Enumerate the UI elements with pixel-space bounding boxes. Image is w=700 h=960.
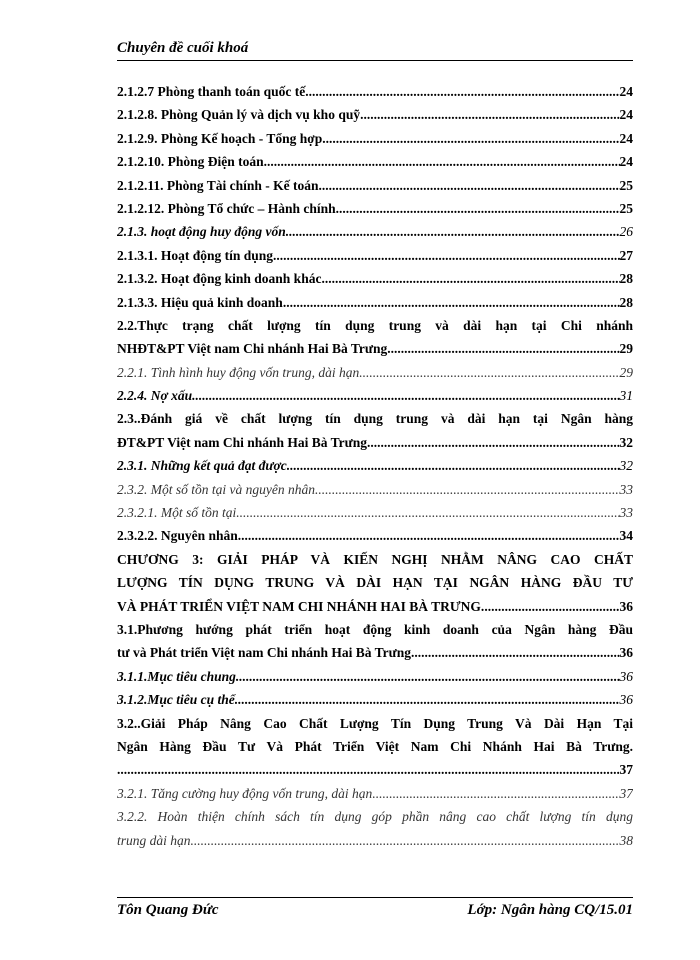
toc-entry (117, 524, 633, 547)
toc-page-number: 24 (619, 130, 633, 146)
toc-page-number: 24 (619, 84, 633, 99)
toc-dot-leader (236, 665, 620, 688)
header-title: Chuyên đề cuối khoá (117, 40, 249, 56)
page-header (117, 38, 633, 61)
toc-entry (117, 595, 633, 618)
toc-entry (117, 80, 633, 103)
toc-entry-title: trung dài hạn. (117, 832, 194, 848)
toc-entry-title: 2.1.2.12. Phòng Tổ chức – Hành chính (117, 200, 336, 216)
toc-page-number: 36 (619, 692, 633, 708)
toc-entry (117, 758, 633, 781)
toc-entry-title: 2.3.2.1. Một số tồn tại (117, 505, 237, 521)
toc-dot-leader (411, 641, 620, 664)
toc-dot-leader (372, 782, 619, 805)
toc-entry-title: 3.1.2.Mục tiêu cụ thể (117, 692, 235, 708)
toc-dot-leader (236, 501, 619, 524)
toc-page-number: 36 (619, 645, 633, 661)
toc-dot-leader (360, 103, 619, 126)
toc-entry-title: 2.3.2. Một số tồn tại và nguyên nhân (117, 481, 315, 497)
toc-entry (117, 454, 633, 477)
toc-page-number: 24 (619, 107, 633, 123)
table-of-contents (117, 80, 633, 852)
toc-page-number: 36 (619, 598, 633, 614)
toc-entry (117, 688, 633, 711)
toc-page-number: 32 (619, 434, 633, 450)
toc-entry: Ngân Hàng Đầu Tư Và Phát Triển Việt Nam Chi Nhánh Hai Bà Trưng. (117, 738, 633, 754)
toc-dot-leader (194, 829, 620, 852)
toc-entry (117, 829, 633, 852)
toc-page-number: 37 (619, 785, 633, 801)
toc-page-number: 28 (619, 271, 633, 287)
toc-page-number: 31 (619, 388, 633, 404)
toc-entry (117, 501, 633, 524)
toc-entry (117, 291, 633, 314)
toc-entry (117, 220, 633, 243)
toc-entry (117, 361, 633, 384)
toc-entry-title: 2.1.2.11. Phòng Tài chính - Kế toán (117, 177, 319, 193)
toc-entry (117, 127, 633, 150)
toc-entry-title: 2.1.2.10. Phòng Điện toán (117, 154, 264, 170)
toc-entry-title: 2.1.3.2. Hoạt động kinh doanh khác (117, 271, 322, 287)
toc-entry-title: 3.2.1. Tăng cường huy động vốn trung, dài hạn (117, 785, 373, 801)
toc-entry-title: 2.1.3.1. Hoạt động tín dụng (117, 247, 274, 263)
toc-dot-leader (283, 291, 620, 314)
toc-dot-leader (319, 174, 620, 197)
toc-dot-leader (484, 595, 619, 618)
page-footer (117, 897, 633, 919)
toc-entry (117, 782, 633, 805)
toc-page-number: 26 (619, 224, 633, 240)
toc-entry-title: 2.3.1. Những kết quả đạt được (117, 458, 287, 474)
toc-page-number: 36 (619, 668, 633, 684)
toc-page-number: 25 (619, 177, 633, 193)
toc-page-number: 28 (619, 294, 633, 310)
toc-entry (117, 478, 633, 501)
toc-entry-title: 2.1.2.7 Phòng thanh toán quốc tế (117, 84, 306, 99)
toc-entry (117, 103, 633, 126)
toc-entry (117, 267, 633, 290)
toc-entry-title: 2.1.2.8. Phòng Quản lý và dịch vụ kho quỹ (117, 107, 361, 123)
toc-entry-title: NHĐT&PT Việt nam Chi nhánh Hai Bà Trưng. (117, 341, 391, 357)
toc-dot-leader (391, 337, 620, 360)
toc-entry-title: ĐT&PT Việt nam Chi nhánh Hai Bà Trưng (117, 434, 368, 450)
toc-dot-leader (336, 197, 620, 220)
toc-entry-title: 2.1.3. hoạt động huy động vốn (117, 224, 286, 240)
toc-entry (117, 150, 633, 173)
toc-dot-leader (305, 80, 619, 103)
toc-dot-leader (321, 267, 619, 290)
toc-page-number: 24 (619, 154, 633, 170)
toc-page-number: 29 (619, 341, 633, 357)
toc-entry-title: 2.2.1. Tình hình huy động vốn trung, dài hạn (117, 364, 360, 380)
toc-entry (117, 641, 633, 664)
toc-dot-leader (315, 478, 620, 501)
toc-dot-leader (367, 431, 619, 454)
toc-entry: 3.2.2. Hoàn thiện chính sách tín dụng góp phần nâng cao chất lượng tín dụng (117, 809, 633, 825)
toc-entry-title: 2.3.2.2. Nguyên nhân (117, 528, 238, 544)
toc-page-number: 27 (619, 247, 633, 263)
toc-dot-leader (273, 244, 619, 267)
toc-entry-title: 2.1.3.3. Hiệu quả kinh doanh (117, 294, 283, 310)
footer-author: Tôn Quang Đức (117, 902, 219, 918)
toc-page-number: 38 (619, 832, 633, 848)
toc-page-number: 33 (619, 481, 633, 497)
toc-entry (117, 384, 633, 407)
toc-entry: LƯỢNG TÍN DỤNG TRUNG VÀ DÀI HẠN TẠI NGÂN HÀNG ĐẦU TƯ (117, 575, 633, 591)
toc-dot-leader (235, 688, 620, 711)
toc-dot-leader (264, 150, 620, 173)
toc-page-number: 34 (619, 528, 633, 544)
toc-page-number: 25 (619, 200, 633, 216)
toc-entry: 3.2..Giải Pháp Nâng Cao Chất Lượng Tín Dụng Trung Và Dài Hạn Tại (117, 715, 633, 731)
footer-class: Lớp: Ngân hàng CQ/15.01 (467, 902, 633, 918)
toc-entry-title: 2.1.2.9. Phòng Kế hoạch - Tổng hợp (117, 130, 323, 146)
toc-entry (117, 665, 633, 688)
toc-dot-leader (117, 758, 620, 781)
toc-dot-leader (287, 454, 620, 477)
toc-entry (117, 431, 633, 454)
toc-entry (117, 197, 633, 220)
toc-entry: 3.1.Phương hướng phát triển hoạt động kinh doanh của Ngân hàng Đầu (117, 621, 633, 637)
toc-entry: CHƯƠNG 3: GIẢI PHÁP VÀ KIẾN NGHỊ NHẰM NÂNG CAO CHẤT (117, 551, 633, 567)
toc-entry-title: 2.2.4. Nợ xấu (117, 388, 193, 404)
toc-page-number: 32 (619, 458, 633, 474)
toc-entry: 2.2.Thực trạng chất lượng tín dụng trung và dài hạn tại Chi nhánh (117, 317, 633, 333)
toc-page-number: 33 (619, 505, 633, 521)
toc-entry (117, 337, 633, 360)
toc-dot-leader (322, 127, 619, 150)
toc-entry (117, 174, 633, 197)
toc-entry: 2.3..Đánh giá về chất lượng tín dụng trung và dài hạn tại Ngân hàng (117, 411, 633, 427)
toc-entry (117, 244, 633, 267)
toc-page-number: 37 (619, 762, 633, 778)
toc-dot-leader (238, 524, 620, 547)
toc-entry-title: 3.1.1.Mục tiêu chung (117, 668, 236, 684)
toc-entry-title: tư và Phát triển Việt nam Chi nhánh Hai Bà Trưng (117, 645, 411, 661)
toc-dot-leader (192, 384, 619, 407)
toc-page-number: 29 (619, 364, 633, 380)
toc-dot-leader (359, 361, 619, 384)
toc-entry-title: VÀ PHÁT TRIỂN VIỆT NAM CHI NHÁNH HAI BÀ TRƯNG. (117, 598, 485, 614)
toc-dot-leader (286, 220, 620, 243)
